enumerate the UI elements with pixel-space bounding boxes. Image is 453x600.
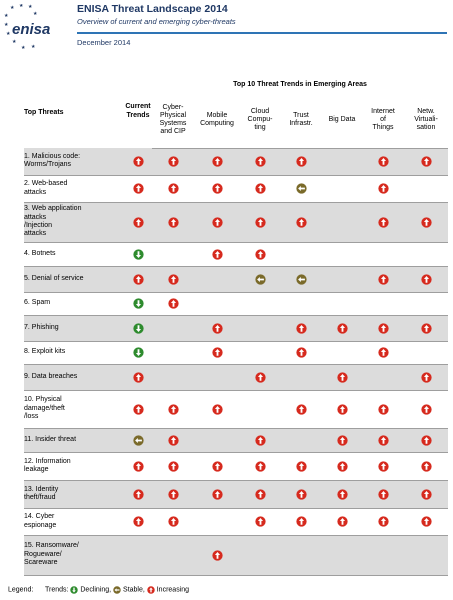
trend-cell: [280, 452, 322, 480]
increasing-arrow-icon: [255, 249, 266, 260]
trend-cell: [124, 266, 152, 292]
increasing-arrow-icon: [337, 404, 348, 415]
increasing-arrow-icon: [212, 404, 223, 415]
trend-cell: [124, 315, 152, 341]
trend-cell: [280, 175, 322, 202]
table-row: [24, 202, 448, 242]
trend-cell: [240, 480, 280, 508]
threat-name: 13. Identity theft/fraud: [24, 480, 124, 508]
trend-cell: [362, 242, 404, 266]
emerging-areas-header: Top 10 Threat Trends in Emerging Areas: [233, 80, 367, 88]
trend-cell: [240, 452, 280, 480]
increasing-arrow-icon: [378, 435, 389, 446]
legend-increasing: Increasing: [156, 586, 190, 594]
trend-cell: [280, 341, 322, 364]
page-title: ENISA Threat Landscape 2014: [77, 3, 228, 15]
svg-text:★: ★: [6, 31, 11, 37]
trend-cell: [404, 202, 448, 242]
trend-cell: [362, 480, 404, 508]
trend-cell: [240, 428, 280, 452]
increasing-arrow-icon: [378, 516, 389, 527]
threat-name: 10. Physical damage/theft /loss: [24, 390, 124, 428]
svg-text:enisa: enisa: [12, 21, 51, 38]
trend-cell: [124, 148, 152, 175]
trend-cell: [280, 315, 322, 341]
declining-arrow-icon: [70, 586, 78, 594]
increasing-arrow-icon: [378, 323, 389, 334]
trend-cell: [124, 428, 152, 452]
trend-cell: [280, 535, 322, 575]
svg-text:★: ★: [28, 4, 33, 10]
increasing-arrow-icon: [421, 404, 432, 415]
declining-arrow-icon: [133, 323, 144, 334]
area-header: Cloud Compu- ting: [240, 92, 280, 148]
trend-cell: [280, 390, 322, 428]
trend-cell: [280, 148, 322, 175]
trend-cell: [194, 242, 240, 266]
declining-arrow-icon: [133, 249, 144, 260]
area-header: Cyber- Physical Systems and CIP: [152, 92, 194, 148]
trend-cell: [280, 202, 322, 242]
trend-cell: [404, 266, 448, 292]
trend-cell: [322, 202, 362, 242]
increasing-arrow-icon: [421, 323, 432, 334]
page-header: [0, 0, 453, 62]
increasing-arrow-icon: [296, 323, 307, 334]
increasing-arrow-icon: [255, 461, 266, 472]
increasing-arrow-icon: [133, 489, 144, 500]
trend-cell: [194, 508, 240, 535]
increasing-arrow-icon: [421, 461, 432, 472]
trend-cell: [240, 175, 280, 202]
table-row: [24, 266, 448, 292]
legend-trends-label: Trends:: [44, 586, 69, 594]
trend-cell: [194, 266, 240, 292]
trend-cell: [404, 428, 448, 452]
legend-declining: Declining,: [80, 586, 112, 594]
trend-cell: [124, 202, 152, 242]
trend-cell: [280, 292, 322, 315]
increasing-arrow-icon: [337, 489, 348, 500]
increasing-arrow-icon: [255, 217, 266, 228]
trend-cell: [322, 292, 362, 315]
trend-cell: [404, 292, 448, 315]
trend-cell: [362, 202, 404, 242]
stable-arrow-icon: [255, 274, 266, 285]
trend-cell: [280, 508, 322, 535]
trend-cell: [404, 452, 448, 480]
increasing-arrow-icon: [133, 274, 144, 285]
increasing-arrow-icon: [168, 489, 179, 500]
area-header: Trust Infrastr.: [280, 92, 322, 148]
trend-cell: [194, 390, 240, 428]
trend-cell: [152, 480, 194, 508]
trend-cell: [362, 364, 404, 390]
trend-cell: [322, 148, 362, 175]
increasing-arrow-icon: [378, 461, 389, 472]
threat-name: 11. Insider threat: [24, 428, 124, 452]
increasing-arrow-icon: [337, 435, 348, 446]
table-row: [24, 364, 448, 390]
threat-name: 2. Web-based attacks: [24, 175, 124, 202]
increasing-arrow-icon: [337, 372, 348, 383]
trend-cell: [240, 315, 280, 341]
trend-cell: [362, 341, 404, 364]
increasing-arrow-icon: [133, 372, 144, 383]
increasing-arrow-icon: [296, 461, 307, 472]
threat-name: 3. Web application attacks /Injection attacks: [24, 202, 124, 242]
trend-cell: [240, 341, 280, 364]
declining-arrow-icon: [133, 298, 144, 309]
threat-name: 15. Ransomware/ Rogueware/ Scareware: [24, 535, 124, 575]
trend-cell: [152, 266, 194, 292]
increasing-arrow-icon: [168, 404, 179, 415]
table-row: [24, 315, 448, 341]
increasing-arrow-icon: [421, 516, 432, 527]
trend-cell: [152, 390, 194, 428]
trend-cell: [152, 148, 194, 175]
trend-cell: [194, 292, 240, 315]
increasing-arrow-icon: [212, 461, 223, 472]
increasing-arrow-icon: [255, 156, 266, 167]
trend-cell: [152, 428, 194, 452]
trend-cell: [404, 508, 448, 535]
increasing-arrow-icon: [255, 489, 266, 500]
increasing-arrow-icon: [212, 347, 223, 358]
increasing-arrow-icon: [168, 156, 179, 167]
increasing-arrow-icon: [147, 586, 155, 594]
increasing-arrow-icon: [168, 298, 179, 309]
area-header: Internet of Things: [362, 92, 404, 148]
increasing-arrow-icon: [378, 489, 389, 500]
threat-name: 1. Malicious code: Worms/Trojans: [24, 148, 124, 175]
trend-cell: [362, 292, 404, 315]
trend-cell: [280, 364, 322, 390]
trend-cell: [124, 292, 152, 315]
increasing-arrow-icon: [337, 461, 348, 472]
legend-stable: Stable,: [123, 586, 145, 594]
stable-arrow-icon: [113, 586, 121, 594]
increasing-arrow-icon: [296, 516, 307, 527]
stable-arrow-icon: [133, 435, 144, 446]
increasing-arrow-icon: [378, 183, 389, 194]
trend-cell: [124, 175, 152, 202]
increasing-arrow-icon: [255, 183, 266, 194]
increasing-arrow-icon: [421, 156, 432, 167]
svg-text:★: ★: [4, 13, 9, 19]
threat-name: 14. Cyber espionage: [24, 508, 124, 535]
trend-cell: [362, 508, 404, 535]
increasing-arrow-icon: [133, 156, 144, 167]
increasing-arrow-icon: [255, 372, 266, 383]
trend-cell: [322, 175, 362, 202]
table-row: [24, 148, 448, 175]
trend-cell: [362, 390, 404, 428]
increasing-arrow-icon: [378, 347, 389, 358]
table-row: [24, 292, 448, 315]
table-row: [24, 175, 448, 202]
trend-cell: [404, 175, 448, 202]
table-row: [24, 341, 448, 364]
trend-cell: [280, 480, 322, 508]
trend-cell: [152, 202, 194, 242]
trend-cell: [240, 202, 280, 242]
trend-cell: [194, 480, 240, 508]
trend-cell: [404, 242, 448, 266]
trend-cell: [152, 315, 194, 341]
trend-cell: [124, 242, 152, 266]
increasing-arrow-icon: [168, 435, 179, 446]
increasing-arrow-icon: [168, 461, 179, 472]
trend-cell: [280, 266, 322, 292]
publication-date: December 2014: [77, 38, 131, 47]
trend-cell: [240, 148, 280, 175]
stable-arrow-icon: [296, 183, 307, 194]
trend-cell: [404, 535, 448, 575]
declining-arrow-icon: [133, 347, 144, 358]
increasing-arrow-icon: [421, 435, 432, 446]
trend-cell: [124, 535, 152, 575]
current-trends-header: Current Trends: [125, 103, 151, 119]
threat-name: 8. Exploit kits: [24, 341, 124, 364]
increasing-arrow-icon: [212, 183, 223, 194]
trend-cell: [322, 242, 362, 266]
trend-cell: [194, 202, 240, 242]
increasing-arrow-icon: [421, 372, 432, 383]
trend-cell: [404, 390, 448, 428]
threat-trends-table: [24, 76, 448, 576]
trend-cell: [124, 480, 152, 508]
increasing-arrow-icon: [212, 323, 223, 334]
trend-cell: [322, 266, 362, 292]
svg-text:★: ★: [31, 44, 36, 50]
trend-cell: [322, 535, 362, 575]
trend-cell: [194, 315, 240, 341]
trend-cell: [194, 428, 240, 452]
increasing-arrow-icon: [133, 217, 144, 228]
trend-cell: [240, 292, 280, 315]
legend-label: Legend:: [8, 586, 34, 594]
increasing-arrow-icon: [255, 516, 266, 527]
enisa-logo: [4, 4, 70, 56]
trend-cell: [194, 341, 240, 364]
table-row: [24, 535, 448, 575]
threat-name: 4. Botnets: [24, 242, 124, 266]
trend-cell: [280, 428, 322, 452]
threat-name: 9. Data breaches: [24, 364, 124, 390]
threat-name: 7. Phishing: [24, 315, 124, 341]
threat-name: 12. Information leakage: [24, 452, 124, 480]
increasing-arrow-icon: [133, 516, 144, 527]
increasing-arrow-icon: [296, 489, 307, 500]
increasing-arrow-icon: [255, 435, 266, 446]
increasing-arrow-icon: [378, 217, 389, 228]
trend-cell: [152, 242, 194, 266]
trend-cell: [322, 364, 362, 390]
table-row: [24, 390, 448, 428]
trend-cell: [124, 364, 152, 390]
increasing-arrow-icon: [337, 323, 348, 334]
table-row: [24, 508, 448, 535]
trend-cell: [152, 508, 194, 535]
trend-cell: [322, 428, 362, 452]
svg-text:★: ★: [21, 45, 26, 51]
trend-cell: [152, 535, 194, 575]
trend-cell: [194, 452, 240, 480]
trend-cell: [152, 364, 194, 390]
area-header: Mobile Computing: [194, 92, 240, 148]
svg-text:★: ★: [12, 39, 17, 45]
trend-cell: [404, 341, 448, 364]
trend-cell: [322, 390, 362, 428]
increasing-arrow-icon: [133, 461, 144, 472]
trend-cell: [124, 452, 152, 480]
area-header: Big Data: [322, 92, 362, 148]
trend-cell: [362, 535, 404, 575]
trend-cell: [124, 508, 152, 535]
table-row: [24, 452, 448, 480]
increasing-arrow-icon: [421, 274, 432, 285]
increasing-arrow-icon: [378, 404, 389, 415]
increasing-arrow-icon: [421, 489, 432, 500]
trend-cell: [194, 148, 240, 175]
table-row: [24, 428, 448, 452]
trend-cell: [404, 364, 448, 390]
svg-text:★: ★: [19, 4, 24, 9]
increasing-arrow-icon: [296, 217, 307, 228]
trend-cell: [404, 480, 448, 508]
trend-cell: [362, 148, 404, 175]
increasing-arrow-icon: [212, 249, 223, 260]
svg-text:★: ★: [33, 11, 38, 17]
increasing-arrow-icon: [168, 274, 179, 285]
trend-cell: [322, 315, 362, 341]
trend-cell: [322, 341, 362, 364]
increasing-arrow-icon: [296, 347, 307, 358]
increasing-arrow-icon: [296, 156, 307, 167]
trend-cell: [322, 452, 362, 480]
trend-cell: [124, 341, 152, 364]
increasing-arrow-icon: [168, 183, 179, 194]
trend-cell: [124, 390, 152, 428]
increasing-arrow-icon: [337, 516, 348, 527]
trend-cell: [322, 508, 362, 535]
stable-arrow-icon: [296, 274, 307, 285]
increasing-arrow-icon: [296, 404, 307, 415]
threat-name: 5. Denial of service: [24, 266, 124, 292]
trend-cell: [280, 242, 322, 266]
trend-cell: [362, 266, 404, 292]
legend: [8, 586, 189, 594]
trend-cell: [404, 148, 448, 175]
trend-cell: [194, 535, 240, 575]
increasing-arrow-icon: [421, 217, 432, 228]
trend-cell: [152, 452, 194, 480]
area-header: Netw. Virtuali- sation: [404, 92, 448, 148]
table-row: [24, 480, 448, 508]
svg-text:★: ★: [4, 22, 9, 28]
trend-cell: [240, 535, 280, 575]
increasing-arrow-icon: [212, 489, 223, 500]
threat-name: 6. Spam: [24, 292, 124, 315]
trend-cell: [362, 452, 404, 480]
trend-cell: [362, 315, 404, 341]
trend-cell: [404, 315, 448, 341]
page-subtitle: Overview of current and emerging cyber-threats: [77, 17, 236, 26]
trend-cell: [240, 364, 280, 390]
trend-cell: [362, 175, 404, 202]
increasing-arrow-icon: [212, 550, 223, 561]
trend-cell: [240, 508, 280, 535]
trend-cell: [152, 341, 194, 364]
trend-cell: [362, 428, 404, 452]
table-row: [24, 242, 448, 266]
top-threats-header: Top Threats: [24, 108, 64, 116]
trend-cell: [240, 242, 280, 266]
increasing-arrow-icon: [133, 404, 144, 415]
header-rule: [77, 32, 447, 34]
trend-cell: [194, 175, 240, 202]
svg-text:★: ★: [10, 5, 15, 11]
increasing-arrow-icon: [168, 217, 179, 228]
increasing-arrow-icon: [133, 183, 144, 194]
trend-cell: [240, 266, 280, 292]
trend-cell: [152, 292, 194, 315]
increasing-arrow-icon: [212, 156, 223, 167]
trend-cell: [194, 364, 240, 390]
increasing-arrow-icon: [378, 156, 389, 167]
trend-cell: [240, 390, 280, 428]
trend-cell: [152, 175, 194, 202]
increasing-arrow-icon: [168, 516, 179, 527]
trend-cell: [322, 480, 362, 508]
increasing-arrow-icon: [212, 217, 223, 228]
increasing-arrow-icon: [378, 274, 389, 285]
